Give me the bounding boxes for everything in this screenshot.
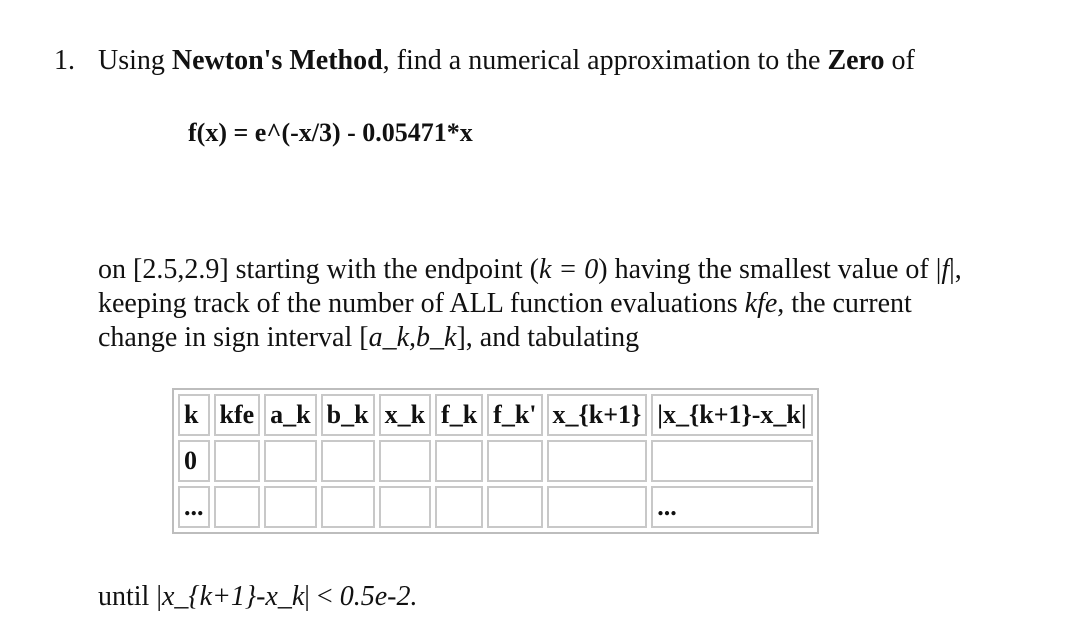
instructions-line-2 (98, 287, 1048, 321)
text: | < (304, 581, 340, 612)
table-cell (379, 440, 431, 482)
table-cell: ... (651, 486, 812, 528)
text: until | (98, 581, 162, 612)
intro-text-3: of (884, 45, 915, 76)
table-cell (435, 486, 483, 528)
function-formula: f(x) = e^(-x/3) - 0.05471*x (188, 118, 473, 147)
instructions-paragraph (98, 253, 1048, 355)
table-cell (435, 440, 483, 482)
header-x-k-plus-1: x_{k+1} (547, 394, 648, 436)
text: , the current (777, 288, 912, 319)
header-f-k: f_k (435, 394, 483, 436)
iteration-table-wrapper (172, 388, 819, 534)
table-cell (214, 486, 261, 528)
k-zero: k = 0 (538, 254, 599, 285)
header-abs-diff: |x_{k+1}-x_k| (651, 394, 812, 436)
header-a-k: a_k (264, 394, 316, 436)
instructions-line-1 (98, 253, 1048, 287)
table-cell (487, 486, 542, 528)
header-b-k: b_k (321, 394, 375, 436)
table-row (178, 440, 813, 482)
table-cell (487, 440, 542, 482)
table-cell (651, 440, 812, 482)
f-symbol: f (941, 254, 950, 285)
difference-symbol: x_{k+1}-x_k (161, 581, 305, 612)
text: ) having the smallest value of | (598, 254, 942, 285)
text: keeping track of the number of ALL function evaluations (98, 288, 745, 319)
iteration-table (172, 388, 819, 534)
text: |, (949, 254, 962, 285)
target-word: Zero (827, 45, 885, 76)
table-cell (547, 486, 648, 528)
problem-intro (98, 44, 915, 78)
table-cell (321, 440, 375, 482)
instructions-line-3 (98, 321, 1048, 355)
header-f-k-prime: f_k' (487, 394, 542, 436)
tolerance-value: 0.5e-2. (339, 581, 418, 612)
intro-text-1: Using (98, 45, 172, 76)
header-kfe: kfe (214, 394, 261, 436)
interval-symbol: a_k,b_k (368, 322, 457, 353)
table-row (178, 486, 813, 528)
table-cell (379, 486, 431, 528)
text: on [2.5,2.9] starting with the endpoint ( (98, 254, 539, 285)
intro-text-2: , find a numerical approximation to the (382, 45, 828, 76)
text: change in sign interval [ (98, 322, 369, 353)
table-cell (264, 486, 316, 528)
problem-number: 1. (54, 45, 75, 76)
table-cell: 0 (178, 440, 210, 482)
header-x-k: x_k (379, 394, 431, 436)
table-header-row (178, 394, 813, 436)
table-cell (547, 440, 648, 482)
table-cell (214, 440, 261, 482)
method-name: Newton's Method (171, 45, 383, 76)
table-cell (321, 486, 375, 528)
stopping-criterion (98, 580, 417, 614)
table-cell (264, 440, 316, 482)
kfe-symbol: kfe (744, 288, 778, 319)
header-k: k (178, 394, 210, 436)
table-cell: ... (178, 486, 210, 528)
text: ], and tabulating (456, 322, 640, 353)
